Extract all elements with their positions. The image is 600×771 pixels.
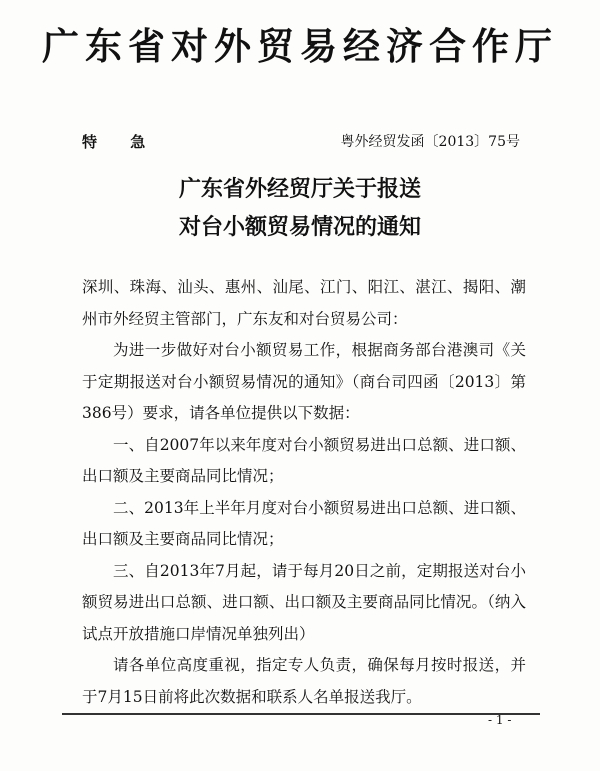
notice-body xyxy=(82,272,526,713)
issuing-agency-title: 广东省对外贸易经济合作厅 xyxy=(42,24,558,68)
recipients-paragraph: 深圳、珠海、汕头、惠州、汕尾、江门、阳江、湛江、揭阳、潮州市外经贸主管部门，广东友和对台贸易公司： xyxy=(82,278,526,328)
intro-paragraph: 为进一步做好对台小额贸易工作，根据商务部台港澳司《关于定期报送对台小额贸易情况的通知》（商台司四函〔2013〕第386号）要求，请各单位提供以下数据： xyxy=(82,341,526,422)
item-2-paragraph: 二、2013年上半年月度对台小额贸易进出口总额、进口额、出口额及主要商品同比情况； xyxy=(82,498,526,548)
page-number: - 1 - xyxy=(488,713,512,727)
notice-title-line-2: 对台小额贸易情况的通知 xyxy=(178,214,421,240)
footer-divider xyxy=(62,713,540,715)
item-1-paragraph: 一、自2007年以来年度对台小额贸易进出口总额、进口额、出口额及主要商品同比情况； xyxy=(82,435,526,485)
document-number: 粤外经贸发函〔2013〕75号 xyxy=(340,134,520,150)
urgency-label: 特 急 xyxy=(82,133,160,151)
notice-title xyxy=(0,170,600,246)
meta-row xyxy=(0,130,600,154)
notice-title-line-1: 广东省外经贸厅关于报送 xyxy=(178,176,421,202)
item-3-paragraph: 三、自2013年7月起，请于每月20日之前，定期报送对台小额贸易进出口总额、进口额、出口额及主要商品同比情况。（纳入试点开放措施口岸情况单独列出） xyxy=(82,561,526,643)
closing-paragraph: 请各单位高度重视，指定专人负责，确保每月按时报送，并于7月15日前将此次数据和联系人名单报送我厅。 xyxy=(82,656,526,706)
